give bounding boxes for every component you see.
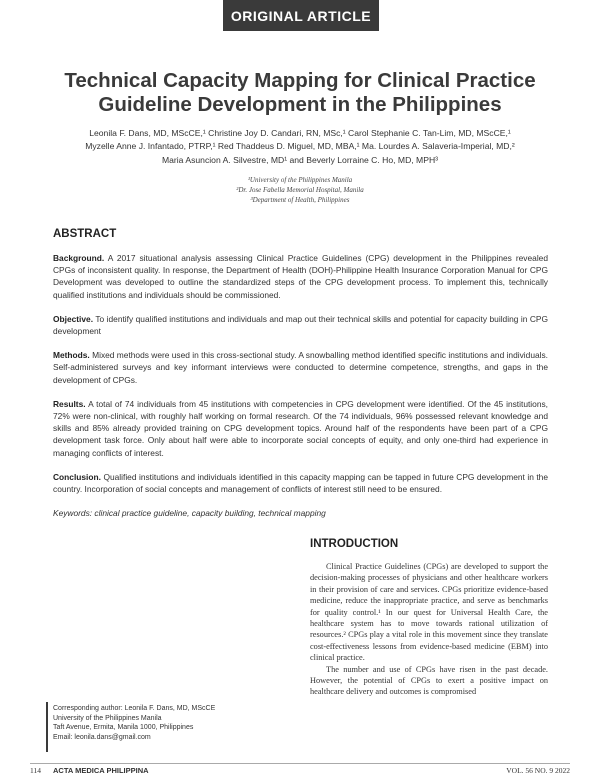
methods-text: Mixed methods were used in this cross-sectional study. A snowballing method identified specific institutions and individuals. Self-administered surveys and key informant interviews were conducted to determine competence, strengths, and gaps in the development of CPGs. (53, 350, 549, 385)
abstract-methods (53, 349, 548, 386)
conclusion-label: Conclusion. (53, 471, 101, 482)
methods-label: Methods. (53, 350, 90, 361)
abstract-objective (53, 313, 548, 337)
corresponding-email: Email: leonila.dans@gmail.com (53, 733, 151, 741)
abstract-results (53, 398, 548, 459)
footer-divider (30, 763, 570, 764)
author-list (30, 127, 570, 167)
intro-paragraph-1: Clinical Practice Guidelines (CPGs) are developed to support the decision-making processes of physicians and other healthcare workers in their provision of care and services. CPGs prioritize evidence-based medicine, reduce the inappropriate practice, and serve as benchmarks for quality control.¹ In our quest for Universal Health Care, the healthcare system has to move towards rational utilization of resources.² CPGs play a vital role in this movement since they translate cost-effectiveness lessons from evidence-based medicine (EBM) into clinical practice. (310, 562, 548, 663)
intro-paragraph-2: The number and use of CPGs have risen in the past decade. However, the potential of CPGs to exert a positive impact on healthcare delivery and outcomes is compromised (310, 664, 548, 697)
abstract-conclusion (53, 471, 548, 495)
keywords: Keywords: clinical practice guideline, capacity building, technical mapping (53, 508, 326, 519)
article-title (40, 69, 560, 117)
abstract-heading: ABSTRACT (53, 228, 117, 240)
corresponding-divider (46, 702, 48, 752)
introduction-heading: INTRODUCTION (310, 538, 399, 550)
journal-name: ACTA MEDICA PHILIPPINA (53, 766, 149, 775)
corresponding-address: Taft Avenue, Ermita, Manila 1000, Philippines (53, 724, 194, 731)
page-footer (30, 766, 570, 776)
title-line-2: Guideline Development in the Philippines (98, 93, 502, 116)
article-type-badge: ORIGINAL ARTICLE (223, 0, 379, 31)
background-label: Background. (53, 253, 105, 263)
affiliation-list (100, 175, 500, 205)
affiliation: ²Dr. Jose Fabella Memorial Hospital, Manila (236, 186, 364, 194)
results-label: Results. (53, 398, 86, 409)
conclusion-text: Qualified institutions and individuals identified in this capacity mapping can be tapped in future CPG development in the country. Incorporation of social concepts and management of conflicts of interest still need to be ensured. (53, 471, 549, 495)
introduction-body (310, 561, 548, 698)
results-text: A total of 74 individuals from 45 institutions with competencies in CPG development were identified. Of the 45 institutions, 72% were non-clinical, with roughly half working on formal research. Of the 74 individuals, 96% possessed relevant knowledge and skills and 85% already provided training on CPG development topics. Around half of the respondents have been part of a CPG development task force. Only about half were able to incorporate social concepts of equity, and only one-third had experience in managing conflicts of interest. (53, 398, 548, 458)
page-number: 114 (30, 766, 41, 775)
volume-info: VOL. 56 NO. 9 2022 (506, 766, 570, 775)
author-line: Myzelle Anne J. Infantado, PTRP,¹ Red Thaddeus D. Miguel, MD, MBA,¹ Ma. Lourdes A. Salaveria-Imperial, MD,² (85, 141, 515, 152)
background-text: A 2017 situational analysis assessing Clinical Practice Guidelines (CPG) development in the Philippines revealed CPGs of inconsistent quality. In response, the Department of Health (DOH)-Philippine Health Insurance Corporation Manual for CPG Development was developed to outline the standardized steps of the CPG development process. To implement this, technically qualified institutions and individuals should be commissioned. (53, 253, 548, 300)
author-line: Maria Asuncion A. Silvestre, MD¹ and Beverly Lorraine C. Ho, MD, MPH³ (161, 154, 439, 165)
objective-label: Objective. (53, 313, 94, 324)
abstract-background (53, 252, 548, 301)
objective-text: To identify qualified institutions and individuals and map out their technical skills and potential for capacity building in CPG development (53, 313, 548, 337)
author-line: Leonila F. Dans, MD, MScCE,¹ Christine Joy D. Candari, RN, MSc,¹ Carol Stephanie C. Tan-Lim, MD, MScCE,¹ (89, 128, 511, 138)
affiliation: ¹University of the Philippines Manila (247, 176, 353, 184)
title-line-1: Technical Capacity Mapping for Clinical Practice (64, 69, 536, 92)
corresponding-institution: University of the Philippines Manila (53, 714, 162, 722)
corresponding-author: Corresponding author: Leonila F. Dans, MD, MScCE (53, 705, 216, 712)
corresponding-author-block (53, 704, 283, 742)
abstract-body (53, 252, 548, 531)
affiliation: ³Department of Health, Philippines (250, 196, 350, 204)
